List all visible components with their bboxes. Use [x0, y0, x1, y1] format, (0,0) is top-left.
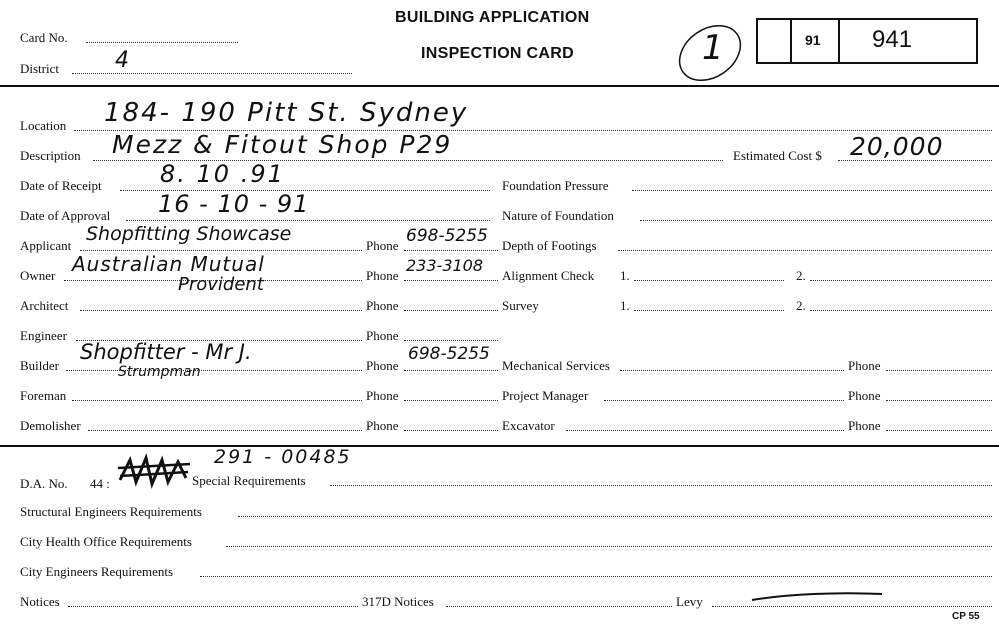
date-of-receipt-value: 8. 10 .91 [160, 160, 285, 188]
city-health-label: City Health Office Requirements [20, 534, 192, 549]
location-value: 184- 190 Pitt St. Sydney [104, 98, 469, 128]
levy-field[interactable] [712, 606, 992, 607]
builder-phone-label: Phone [366, 358, 399, 373]
owner-value-line2: Provident [178, 274, 264, 295]
number-box-value: 941 [872, 26, 913, 53]
date-of-receipt-label: Date of Receipt [20, 178, 102, 193]
builder-value-line2: Strumpman [118, 364, 201, 380]
survey-2-field[interactable] [810, 310, 992, 311]
demolisher-phone-label: Phone [366, 418, 399, 433]
owner-phone-value: 233-3108 [406, 256, 484, 275]
nature-of-foundation-label: Nature of Foundation [502, 208, 614, 223]
project-manager-phone-field[interactable] [886, 400, 992, 401]
top-divider [0, 85, 999, 87]
structural-engineers-field[interactable] [238, 516, 992, 517]
date-of-approval-value: 16 - 10 - 91 [158, 190, 310, 218]
description-label: Description [20, 148, 81, 163]
project-manager-field[interactable] [604, 400, 844, 401]
excavator-label: Excavator [502, 418, 555, 433]
builder-field[interactable] [66, 370, 362, 371]
levy-label: Levy [676, 594, 703, 609]
depth-of-footings-label: Depth of Footings [502, 238, 597, 253]
city-engineers-field[interactable] [200, 576, 992, 577]
district-field[interactable] [72, 73, 352, 74]
architect-label: Architect [20, 298, 69, 313]
da-number-value: 291 - 00485 [214, 446, 352, 468]
builder-phone-value: 698-5255 [408, 344, 490, 364]
card-no-label: Card No. [20, 30, 68, 45]
foundation-pressure-label: Foundation Pressure [502, 178, 609, 193]
foreman-phone-label: Phone [366, 388, 399, 403]
mechanical-phone-label: Phone [848, 358, 881, 373]
alignment-check-1-field[interactable] [634, 280, 784, 281]
owner-phone-field[interactable] [404, 280, 498, 281]
notices-317d-label: 317D Notices [362, 594, 434, 609]
mechanical-services-field[interactable] [620, 370, 844, 371]
da-prefix: 44 : [90, 476, 110, 491]
estimated-cost-label: Estimated Cost $ [733, 148, 822, 163]
builder-value-line1: Shopfitter - Mr J. [80, 340, 252, 364]
city-engineers-label: City Engineers Requirements [20, 564, 174, 579]
district-value: 4 [115, 48, 129, 73]
survey-2-label: 2. [796, 298, 806, 313]
foreman-field[interactable] [72, 400, 362, 401]
middle-divider [0, 445, 999, 447]
description-value: Mezz & Fitout Shop P29 [112, 130, 453, 159]
engineer-phone-field[interactable] [404, 340, 498, 341]
nature-of-foundation-field[interactable] [640, 220, 992, 221]
special-requirements-label: Special Requirements [192, 473, 306, 488]
applicant-phone-label: Phone [366, 238, 399, 253]
excavator-field[interactable] [566, 430, 844, 431]
notices-317d-field[interactable] [446, 606, 672, 607]
excavator-phone-label: Phone [848, 418, 881, 433]
depth-of-footings-field[interactable] [618, 250, 992, 251]
alignment-check-2-field[interactable] [810, 280, 992, 281]
structural-engineers-label: Structural Engineers Requirements [20, 504, 202, 519]
code-box-value: 91 [805, 32, 821, 48]
date-of-approval-field[interactable] [126, 220, 490, 221]
survey-1-label: 1. [620, 298, 630, 313]
notices-field[interactable] [68, 606, 358, 607]
levy-stroke-icon [748, 588, 888, 604]
owner-phone-label: Phone [366, 268, 399, 283]
applicant-field[interactable] [80, 250, 362, 251]
scribble-icon [116, 452, 194, 492]
builder-phone-field[interactable] [404, 370, 498, 371]
architect-phone-field[interactable] [404, 310, 498, 311]
special-requirements-field[interactable] [330, 485, 992, 486]
card-no-field[interactable] [86, 42, 238, 43]
district-label: District [20, 61, 59, 76]
demolisher-phone-field[interactable] [404, 430, 498, 431]
circled-mark: 1 [702, 28, 724, 68]
project-manager-phone-label: Phone [848, 388, 881, 403]
foreman-phone-field[interactable] [404, 400, 498, 401]
alignment-check-label: Alignment Check [502, 268, 595, 283]
mechanical-services-label: Mechanical Services [502, 358, 610, 373]
owner-value-line1: Australian Mutual [72, 252, 265, 276]
builder-label: Builder [20, 358, 59, 373]
form-code: CP 55 [952, 611, 980, 622]
estimated-cost-value: 20,000 [850, 132, 944, 161]
survey-label: Survey [502, 298, 539, 313]
applicant-label: Applicant [20, 238, 72, 253]
form-title-line1: BUILDING APPLICATION [395, 9, 590, 26]
applicant-phone-field[interactable] [404, 250, 498, 251]
location-label: Location [20, 118, 67, 133]
mechanical-phone-field[interactable] [886, 370, 992, 371]
excavator-phone-field[interactable] [886, 430, 992, 431]
survey-1-field[interactable] [634, 310, 784, 311]
demolisher-field[interactable] [88, 430, 362, 431]
project-manager-label: Project Manager [502, 388, 589, 403]
architect-field[interactable] [80, 310, 362, 311]
alignment-check-2-label: 2. [796, 268, 806, 283]
applicant-phone-value: 698-5255 [406, 226, 488, 246]
demolisher-label: Demolisher [20, 418, 81, 433]
date-of-approval-label: Date of Approval [20, 208, 111, 223]
owner-label: Owner [20, 268, 56, 283]
city-health-field[interactable] [226, 546, 992, 547]
notices-label: Notices [20, 594, 60, 609]
foundation-pressure-field[interactable] [632, 190, 992, 191]
applicant-value: Shopfitting Showcase [86, 223, 292, 245]
form-title-line2: INSPECTION CARD [421, 45, 574, 62]
alignment-check-1-label: 1. [620, 268, 630, 283]
da-no-label: D.A. No. [20, 476, 68, 491]
foreman-label: Foreman [20, 388, 67, 403]
engineer-label: Engineer [20, 328, 67, 343]
architect-phone-label: Phone [366, 298, 399, 313]
engineer-phone-label: Phone [366, 328, 399, 343]
